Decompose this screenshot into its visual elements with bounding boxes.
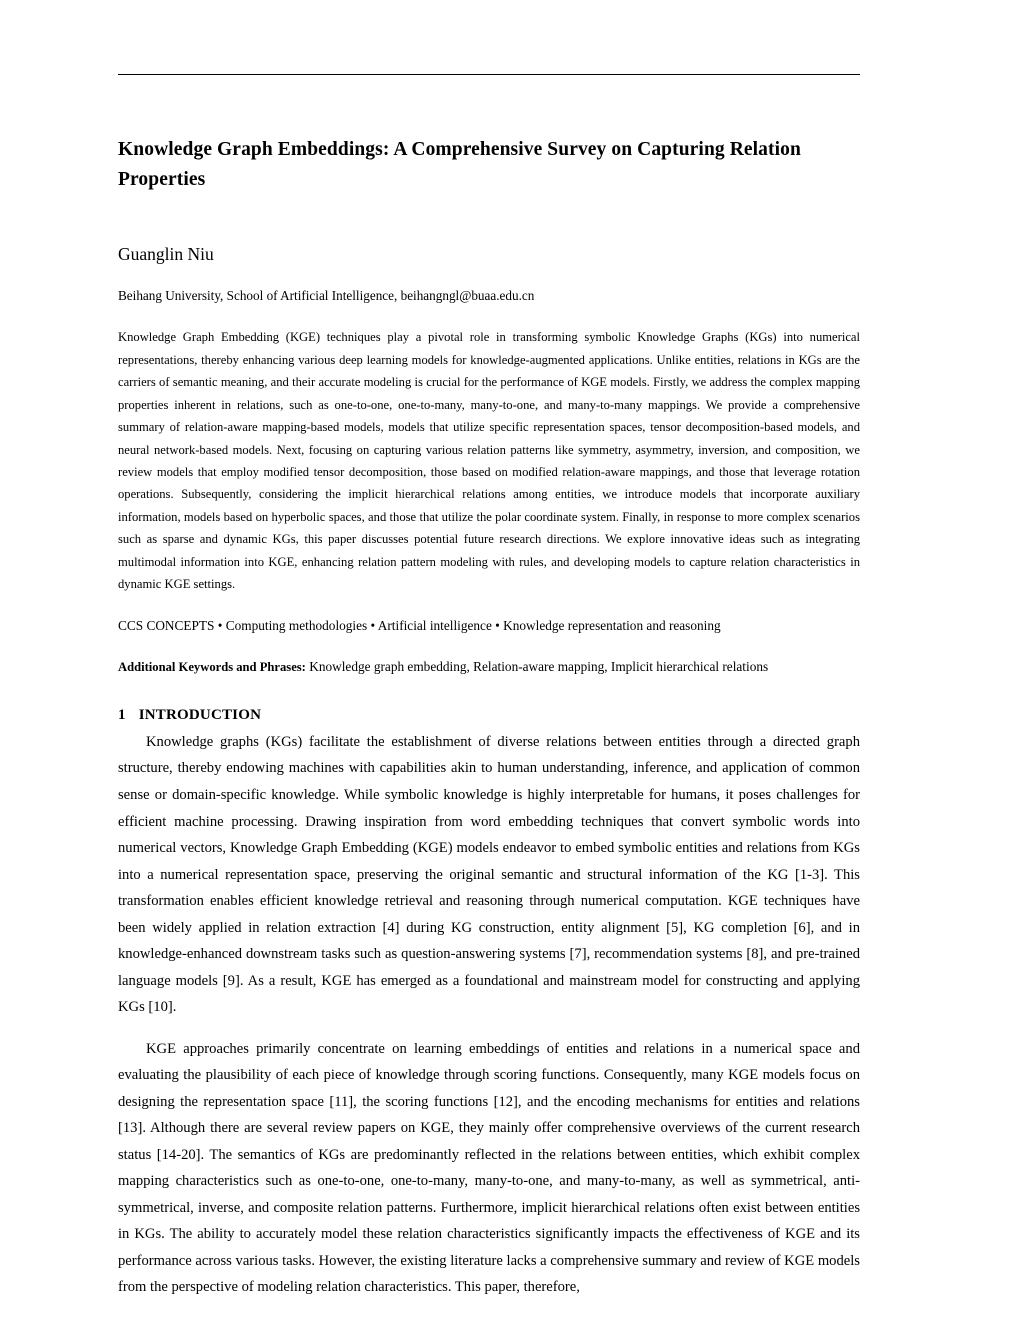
ccs-concepts: CCS CONCEPTS • Computing methodologies • Artificial intelligence • Knowledge representation and reasoning xyxy=(118,618,721,634)
paper-content xyxy=(118,135,860,1316)
section-heading xyxy=(118,707,860,724)
paragraph-1: Knowledge graphs (KGs) facilitate the establishment of diverse relations between entities through a directed graph structure, thereby endowing machines with capabilities akin to human understanding, inference, and application of common sense or domain-specific knowledge. While symbolic knowledge is highly interpretable for humans, it poses challenges for efficient machine processing. Drawing inspiration from word embedding techniques that convert symbolic words into numerical vectors, Knowledge Graph Embedding (KGE) models endeavor to embed symbolic entities and relations from KGs into a numerical representation space, preserving the original semantic and structural information of the KG [1-3]. This transformation enables efficient knowledge retrieval and reasoning through numerical computation. KGE techniques have been widely applied in relation extraction [4] during KG construction, entity alignment [5], KG completion [6], and in knowledge-enhanced downstream tasks such as question-answering systems [7], recommendation systems [8], and pre-trained language models [9]. As a result, KGE has emerged as a foundational and mainstream model for constructing and applying KGs [10]. xyxy=(118,733,860,1016)
author-affiliation: Beihang University, School of Artificial Intelligence, beihangngl@buaa.edu.cn xyxy=(118,288,535,303)
keywords-label: Additional Keywords and Phrases: xyxy=(118,659,306,674)
section-title: INTRODUCTION xyxy=(138,706,262,723)
page-title: Knowledge Graph Embeddings: A Comprehensive Survey on Capturing Relation Properties xyxy=(118,139,801,190)
paragraph-2: KGE approaches primarily concentrate on learning embeddings of entities and relations in a numerical space and evaluating the plausibility of each piece of knowledge through scoring functions. Consequently, many KGE models focus on designing the representation space [11], the scoring functions [12], and the encoding mechanisms for entities and relations [13]. Although there are several review papers on KGE, they mainly offer comprehensive overviews of the current research status [14-20]. The semantics of KGs are predominantly reflected in the relations between entities, which exhibit complex mapping characteristics such as one-to-one, one-to-many, many-to-one, and many-to-many, as well as symmetrical, anti-symmetrical, inverse, and composite relation patterns. Furthermore, implicit hierarchical relations often exist between entities in KGs. The ability to accurately model these relation characteristics significantly impacts the effectiveness of KGE and its performance across various tasks. However, the existing literature lacks a comprehensive summary and review of KGE models from the perspective of modeling relation characteristics. This paper, therefore, xyxy=(118,1040,860,1296)
abstract-text: Knowledge Graph Embedding (KGE) techniques play a pivotal role in transforming symbolic Knowledge Graphs (KGs) into numerical representations, thereby enhancing various deep learning models for knowledge-augmented applications. Unlike entities, relations in KGs are the carriers of semantic meaning, and their accurate modeling is crucial for the performance of KGE models. Firstly, we address the complex mapping properties inherent in relations, such as one-to-one, one-to-many, many-to-one, and many-to-many mappings. We provide a comprehensive summary of relation-aware mapping-based models, models that utilize specific representation spaces, tensor decomposition-based models, and neural network-based models. Next, focusing on capturing various relation patterns like symmetry, asymmetry, inversion, and composition, we review models that employ modified tensor decomposition, those based on modified relation-aware mappings, and those that leverage rotation operations. Subsequently, considering the implicit hierarchical relations among entities, we introduce models that incorporate auxiliary information, models based on hyperbolic spaces, and those that utilize the polar coordinate system. Finally, in response to more complex scenarios such as sparse and dynamic KGs, this paper discusses potential future research directions. We explore innovative ideas such as integrating multimodal information into KGE, enhancing relation pattern modeling with rules, and developing models to capture relation characteristics in dynamic KGE settings. xyxy=(118,330,860,591)
author-name: Guanglin Niu xyxy=(118,244,214,265)
section-number: 1 xyxy=(118,706,126,723)
additional-keywords xyxy=(118,656,860,677)
header-rule xyxy=(118,74,860,75)
keywords-value: Knowledge graph embedding, Relation-aware mapping, Implicit hierarchical relations xyxy=(305,658,769,674)
